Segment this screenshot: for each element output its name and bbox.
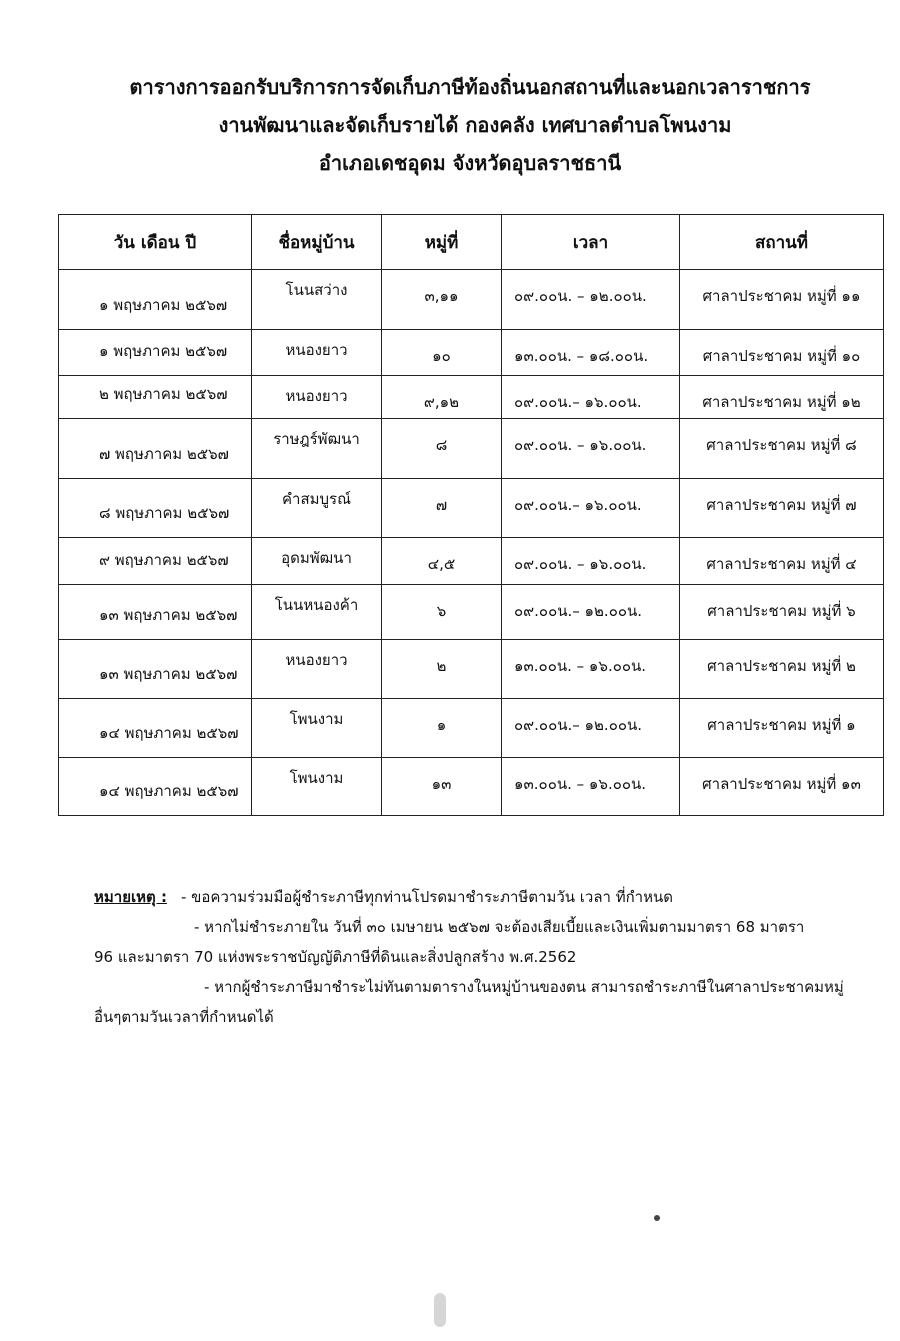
cell-village: หนองยาว xyxy=(285,341,348,359)
cell-place: ศาลาประชาคม หมู่ที่ ๘ xyxy=(706,436,857,454)
note-item-1-text: - ขอความร่วมมือผู้ชำระภาษีทุกท่านโปรดมาชำระภาษีตามวัน เวลา ที่กำหนด xyxy=(180,888,673,906)
cell-date: ๑๔ พฤษภาคม ๒๕๖๗ xyxy=(99,724,239,742)
notes-label: หมายเหตุ : xyxy=(94,888,167,906)
cell-moo: ๙,๑๒ xyxy=(423,393,460,411)
cell-place: ศาลาประชาคม หมู่ที่ ๒ xyxy=(707,657,856,675)
cell-place: ศาลาประชาคม หมู่ที่ ๔ xyxy=(706,555,857,573)
header-date: วัน เดือน ปี xyxy=(59,215,252,270)
cell-village: หนองยาว xyxy=(285,651,348,669)
table-header-row xyxy=(59,215,884,270)
cell-village: หนองยาว xyxy=(285,387,348,405)
header-village: ชื่อหมู่บ้าน xyxy=(252,215,382,270)
header-place: สถานที่ xyxy=(680,215,884,270)
cell-date: ๑ พฤษภาคม ๒๕๖๗ xyxy=(99,342,228,360)
cell-time: ๑๓.๐๐น. – ๑๘.๐๐น. xyxy=(514,347,649,365)
title-line-2: งานพัฒนาและจัดเก็บรายได้ กองคลัง เทศบาลตำบลโพนงาม xyxy=(218,113,732,137)
table-row xyxy=(59,640,884,699)
cell-village: โพนงาม xyxy=(289,710,344,728)
cell-date: ๑ พฤษภาคม ๒๕๖๗ xyxy=(99,296,228,314)
scan-smudge xyxy=(434,1293,446,1327)
cell-time: ๐๙.๐๐น.– ๑๒.๐๐น. xyxy=(514,602,643,620)
cell-moo: ๘ xyxy=(435,436,448,454)
cell-time: ๐๙.๐๐น. – ๑๖.๐๐น. xyxy=(514,555,647,573)
table-row xyxy=(59,270,884,330)
cell-village: อุดมพัฒนา xyxy=(281,549,352,567)
cell-date: ๑๔ พฤษภาคม ๒๕๖๗ xyxy=(99,782,239,800)
cell-date: ๑๓ พฤษภาคม ๒๕๖๗ xyxy=(99,665,238,683)
cell-place: ศาลาประชาคม หมู่ที่ ๑ xyxy=(707,716,856,734)
note-item-2-line-1: - หากไม่ชำระภายใน วันที่ ๓๐ เมษายน ๒๕๖๗ จะต้องเสียเบี้ยและเงินเพิ่มตามมาตรา 68 มาตรา xyxy=(194,918,805,936)
cell-moo: ๑๓ xyxy=(431,775,452,793)
note-item-1 xyxy=(94,882,854,912)
cell-time: ๑๓.๐๐น. – ๑๖.๐๐น. xyxy=(514,775,647,793)
cell-moo: ๓,๑๑ xyxy=(424,287,459,305)
cell-place: ศาลาประชาคม หมู่ที่ ๑๓ xyxy=(702,775,861,793)
cell-time: ๐๙.๐๐น.– ๑๖.๐๐น. xyxy=(514,393,642,411)
cell-village: คำสมบูรณ์ xyxy=(282,490,351,508)
table-row xyxy=(59,585,884,640)
cell-place: ศาลาประชาคม หมู่ที่ ๑๒ xyxy=(702,393,861,411)
table-row xyxy=(59,376,884,419)
cell-moo: ๒ xyxy=(436,657,447,675)
note-item-3-line-2: อื่นๆตามวันเวลาที่กำหนดได้ xyxy=(94,1008,274,1026)
note-item-2-line-2: 96 และมาตรา 70 แห่งพระราชบัญญัติภาษีที่ดินและสิ่งปลูกสร้าง พ.ศ.2562 xyxy=(94,948,577,966)
header-moo: หมู่ที่ xyxy=(382,215,502,270)
schedule-table xyxy=(58,214,884,816)
table-row xyxy=(59,419,884,479)
table-row xyxy=(59,330,884,376)
cell-village: โนนหนองค้า xyxy=(274,596,359,614)
document-title xyxy=(0,68,900,182)
table-row xyxy=(59,479,884,538)
cell-time: ๐๙.๐๐น.– ๑๖.๐๐น. xyxy=(514,496,642,514)
cell-time: ๑๓.๐๐น. – ๑๖.๐๐น. xyxy=(514,657,647,675)
notes-section xyxy=(94,882,854,1032)
cell-time: ๐๙.๐๐น. – ๑๖.๐๐น. xyxy=(514,436,647,454)
cell-place: ศาลาประชาคม หมู่ที่ ๗ xyxy=(706,496,857,514)
table-row xyxy=(59,699,884,758)
cell-place: ศาลาประชาคม หมู่ที่ ๑๐ xyxy=(702,347,861,365)
cell-moo: ๑๐ xyxy=(432,347,451,365)
cell-village: โพนงาม xyxy=(289,769,344,787)
cell-village: ราษฎร์พัฒนา xyxy=(273,430,360,448)
cell-time: ๐๙.๐๐น.– ๑๒.๐๐น. xyxy=(514,716,643,734)
title-line-1: ตารางการออกรับบริการการจัดเก็บภาษีท้องถิ่นนอกสถานที่และนอกเวลาราชการ xyxy=(129,75,811,99)
cell-moo: ๔,๕ xyxy=(427,555,456,573)
table-row xyxy=(59,538,884,585)
ink-dot xyxy=(654,1215,660,1221)
cell-moo: ๖ xyxy=(436,602,447,620)
header-time: เวลา xyxy=(502,215,680,270)
cell-place: ศาลาประชาคม หมู่ที่ ๑๑ xyxy=(702,287,861,305)
cell-moo: ๑ xyxy=(436,716,447,734)
table-row xyxy=(59,758,884,816)
cell-date: ๒ พฤษภาคม ๒๕๖๗ xyxy=(99,385,228,403)
cell-place: ศาลาประชาคม หมู่ที่ ๖ xyxy=(707,602,856,620)
cell-moo: ๗ xyxy=(435,496,448,514)
cell-time: ๐๙.๐๐น. – ๑๒.๐๐น. xyxy=(514,287,647,305)
cell-village: โนนสว่าง xyxy=(285,281,348,299)
title-line-3: อำเภอเดชอุดม จังหวัดอุบลราชธานี xyxy=(318,151,622,175)
cell-date: ๑๓ พฤษภาคม ๒๕๖๗ xyxy=(99,606,238,624)
cell-date: ๘ พฤษภาคม ๒๕๖๗ xyxy=(99,504,230,522)
cell-date: ๙ พฤษภาคม ๒๕๖๗ xyxy=(99,551,229,569)
cell-date: ๗ พฤษภาคม ๒๕๖๗ xyxy=(99,445,229,463)
note-item-3-line-1: - หากผู้ชำระภาษีมาชำระไม่ทันตามตารางในหมู่บ้านของตน สามารถชำระภาษีในศาลาประชาคมหมู่ xyxy=(204,978,844,996)
